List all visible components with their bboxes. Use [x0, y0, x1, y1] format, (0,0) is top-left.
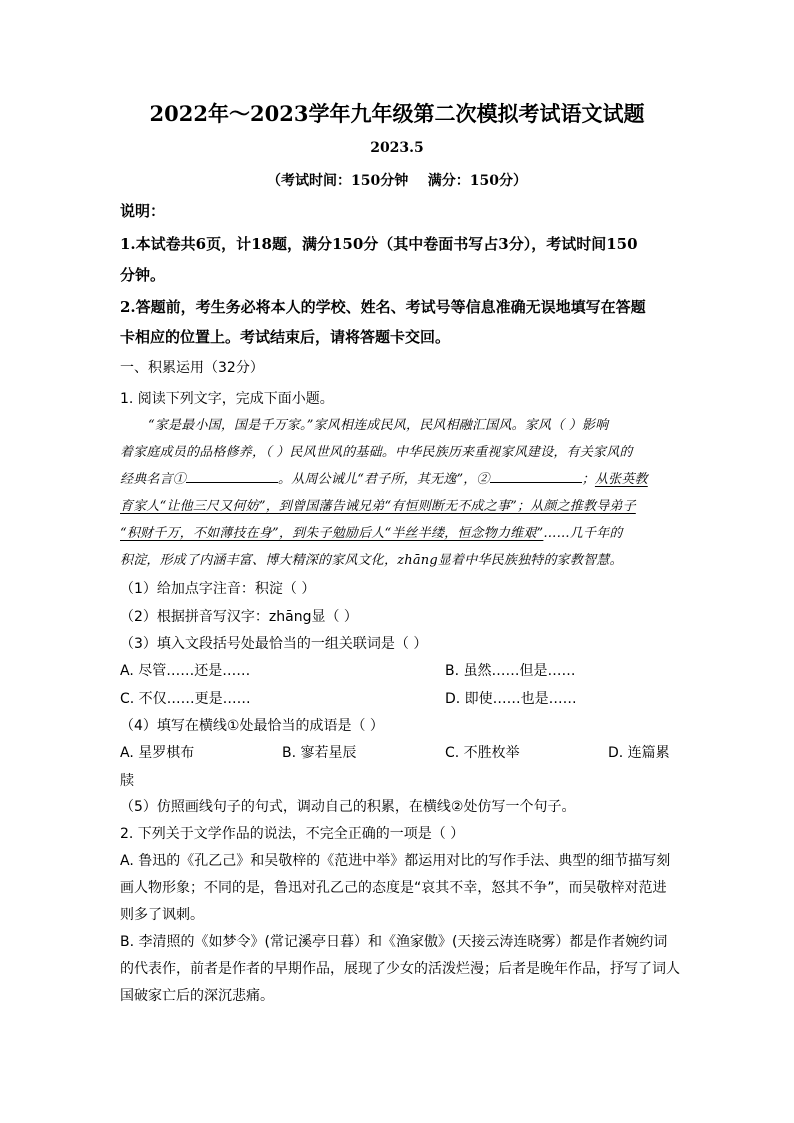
instruction-item-2-line2: 卡相应的位置上。考试结束后，请将答题卡交回。	[120, 328, 451, 346]
exam-date: 2023.5	[370, 140, 424, 156]
exam-title: 2022年～2023学年九年级第二次模拟考试语文试题	[149, 101, 645, 126]
instruction-item-1-line2: 分钟。	[120, 266, 166, 284]
instruction-item-2-line1: 2.答题前，考生务必将本人的学校、姓名、考试号等信息准确无误地填写在答题	[120, 298, 646, 316]
q2-option-a-line: A. 鲁迅的《孔乙己》和吴敬梓的《范进中举》都运用对比的写作手法、典型的细节描写刻	[120, 853, 671, 869]
option-c[interactable]: C. 不胜枚举	[445, 745, 520, 761]
instructions-heading: 说明：	[120, 202, 166, 220]
passage-line: 积淀，形成了内涵丰富、博大精深的家风文化，zhāng显着中华民族独特的家教智慧。	[120, 553, 623, 568]
option-a[interactable]: A. 尽管……还是……	[120, 663, 251, 679]
passage-text: 经典名言①	[120, 472, 187, 487]
passage-text: ……几千年的	[543, 526, 623, 541]
exam-time-info: （考试时间：150分钟 满分：150分）	[267, 173, 527, 189]
sub-question-2: （2）根据拼音写汉字：zhāng显（ ）	[120, 609, 358, 625]
passage-text: ；	[581, 472, 595, 487]
option-b[interactable]: B. 寥若星辰	[282, 745, 357, 761]
q2-option-b-line: 的代表作，前者是作者的早期作品，展现了少女的活泼烂漫；后者是晚年作品，抒写了词人	[120, 961, 680, 977]
sub-question-3: （3）填入文段括号处最恰当的一组关联词是（ ）	[120, 636, 428, 652]
underlined-sentence: 从张英教	[594, 472, 648, 487]
option-c[interactable]: C. 不仅……更是……	[120, 691, 251, 707]
q2-option-a-line: 画人物形象；不同的是，鲁迅对孔乙己的态度是“哀其不幸，怒其不争”，而吴敬梓对范进	[120, 880, 667, 896]
question-1-stem: 1. 阅读下列文字，完成下面小题。	[120, 391, 334, 407]
passage-line	[120, 468, 648, 487]
option-b[interactable]: B. 虽然……但是……	[445, 663, 576, 679]
option-d-wrap: 牍	[120, 773, 134, 789]
option-d[interactable]: D. 即使……也是……	[445, 691, 577, 707]
q2-option-a-line: 则多了讽刺。	[120, 907, 204, 923]
question-2-stem: 2. 下列关于文学作品的说法，不完全正确的一项是（ ）	[120, 826, 465, 842]
passage-line	[120, 522, 623, 541]
sub-question-5: （5）仿照画线句子的句式，调动自己的积累，在横线②处仿写一个句子。	[120, 799, 576, 815]
sub-question-4: （4）填写在横线①处最恰当的成语是（ ）	[120, 718, 384, 734]
passage-text: 。从周公诫儿“君子所，其无逸”，②	[278, 472, 490, 487]
passage-line: “家是最小国，国是千万家。”家风相连成民风，民风相融汇国风。家风（ ）影响	[148, 418, 609, 433]
q2-option-b-line: B. 李清照的《如梦令》(常记溪亭日暮）和《渔家傲》(天接云涛连晓雾）都是作者婉约词	[120, 934, 668, 950]
underlined-sentence: “积财千万，不如薄技在身”，到朱子勉励后人“半丝半缕，恒念物力维艰”	[120, 526, 544, 541]
option-d[interactable]: D. 连篇累	[608, 745, 670, 761]
answer-blank-1[interactable]	[186, 470, 278, 483]
q2-option-b-line: 国破家亡后的深沉悲痛。	[120, 988, 274, 1004]
underlined-sentence: 育家人“让他三尺又何妨”，到曾国藩告诫兄弟“有恒则断无不成之事”；从颜之推教导弟子	[120, 499, 636, 514]
answer-blank-2[interactable]	[490, 470, 582, 483]
option-a[interactable]: A. 星罗棋布	[120, 745, 195, 761]
sub-question-1: （1）给加点字注音：积淀（ ）	[120, 581, 316, 597]
section-1-heading: 一、积累运用（32分）	[120, 360, 264, 376]
passage-line: 着家庭成员的品格修养，（ ）民风世风的基础。中华民族历来重视家风建设，有关家风的	[120, 445, 633, 460]
instruction-item-1-line1: 1.本试卷共6页，计18题，满分150分（其中卷面书写占3分），考试时间150	[120, 235, 638, 253]
